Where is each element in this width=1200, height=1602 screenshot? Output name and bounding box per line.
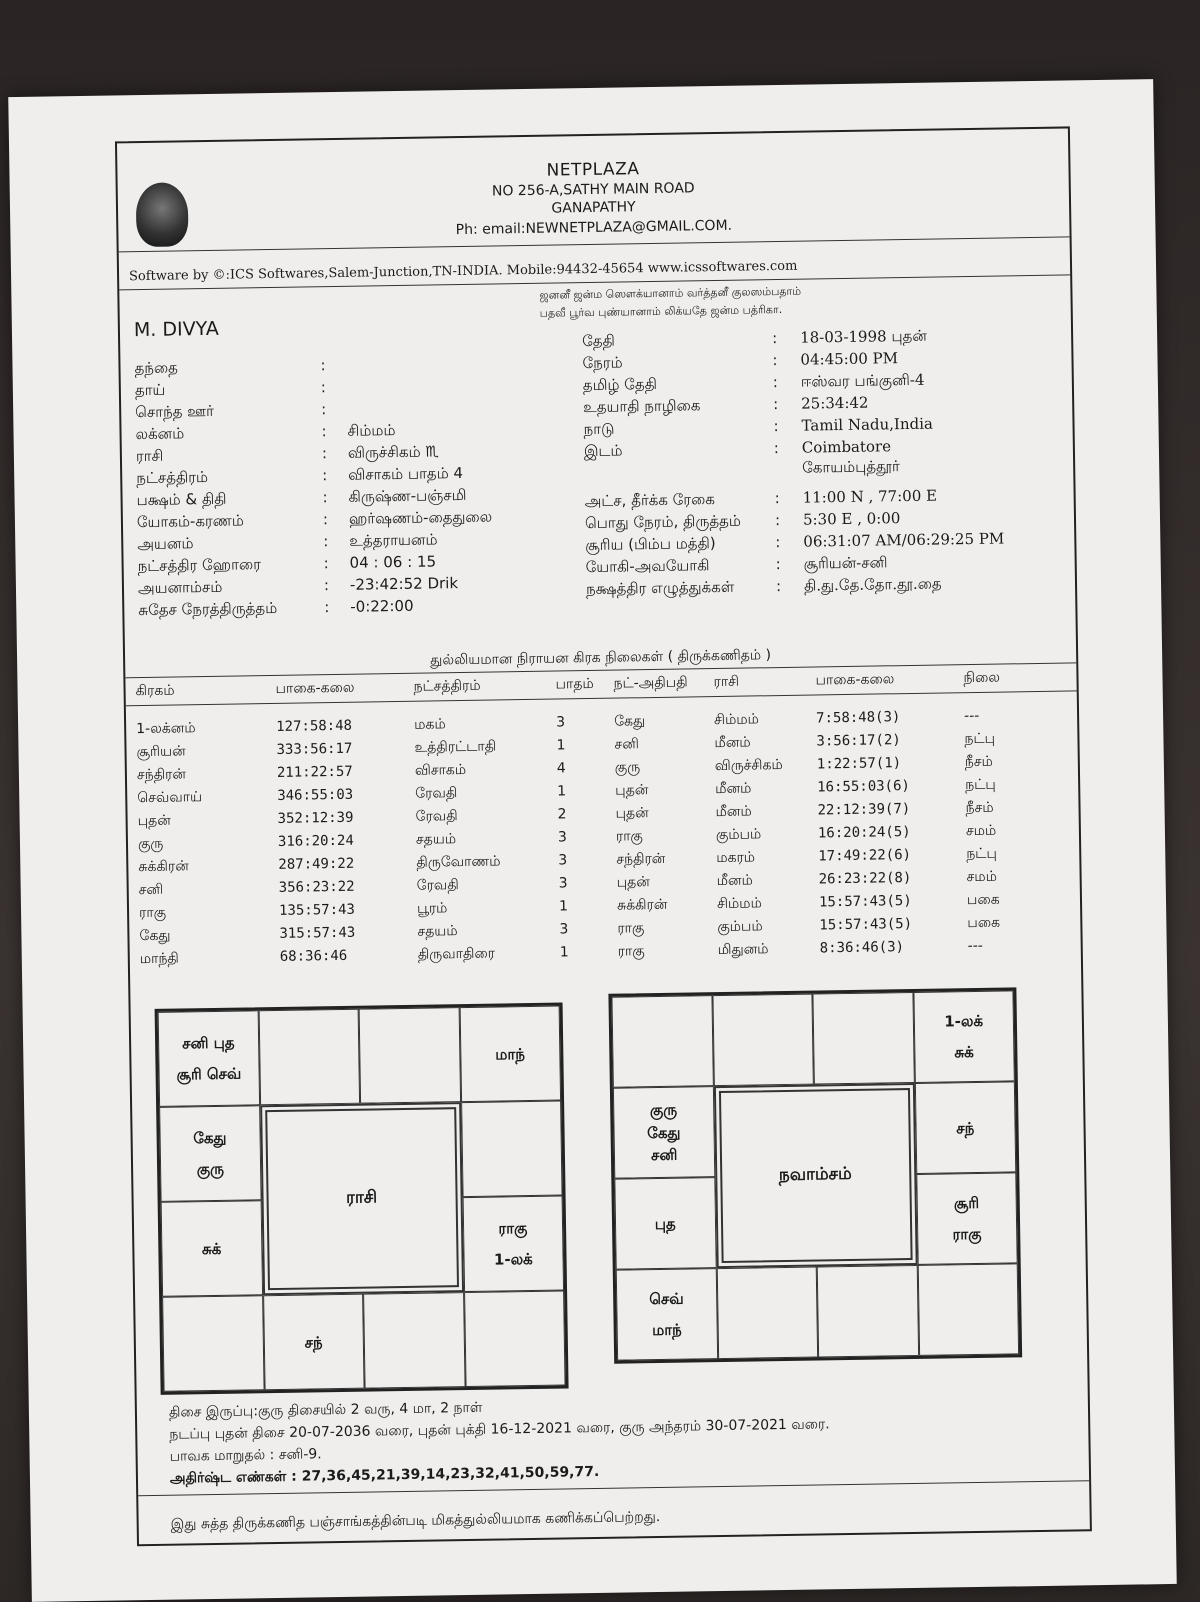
table-cell: ரேவதி [415, 785, 458, 802]
table-cell: 17:49:22(6) [818, 847, 912, 865]
table-cell: 316:20:24 [277, 832, 354, 850]
table-cell: கும்பம் [717, 918, 763, 936]
divider [126, 690, 1077, 706]
table-cell: 315:57:43 [279, 924, 356, 942]
detail-value: தி.து.தே.தோ.தூ.தை [803, 574, 942, 595]
chart-house [917, 1263, 1019, 1356]
table-cell: 7:58:48(3) [815, 709, 901, 727]
table-cell: 4 [556, 760, 566, 777]
planet-label: 1-லக் [493, 1250, 533, 1269]
table-cell: குரு [137, 835, 164, 853]
chart-house [817, 1265, 919, 1358]
planet-label: சந் [956, 1118, 975, 1137]
table-cell: கேது [139, 927, 171, 945]
detail-value: கோயம்புத்தூர் [802, 457, 900, 477]
detail-colon: : [773, 417, 779, 436]
table-cell: 16:55:03(6) [817, 778, 911, 796]
column-header: நிலை [963, 669, 1001, 687]
planet-label: ராகு [952, 1224, 982, 1244]
table-cell: மீனம் [714, 734, 751, 752]
detail-colon: : [775, 555, 781, 574]
detail-colon: : [324, 598, 330, 617]
detail-label: தாய் [134, 380, 166, 400]
detail-colon: : [320, 356, 326, 375]
table-cell: ராகு [138, 904, 167, 922]
table-cell: 333:56:17 [276, 740, 353, 758]
table-cell: --- [963, 707, 980, 725]
table-cell: புதன் [615, 805, 649, 822]
table-cell: சந்திரன் [616, 850, 666, 868]
planet-label: சந் [304, 1332, 323, 1352]
detail-label: நக்ஷத்திர எழுத்துக்கள் [585, 577, 735, 599]
detail-label: தமிழ் தேதி [582, 374, 658, 395]
detail-value: -0:22:00 [350, 596, 414, 616]
detail-value: உத்தராயனம் [349, 530, 438, 550]
planet-label: குரு [649, 1100, 678, 1119]
table-cell: 3 [558, 852, 568, 869]
detail-colon: : [323, 576, 330, 595]
detail-value: ஹர்ஷணம்-தைதுலை [348, 507, 493, 528]
planet-label: 1-லக் [944, 1012, 984, 1031]
detail-label: சொந்த ஊர் [135, 401, 215, 422]
table-cell: 352:12:39 [277, 809, 354, 827]
planet-label: கேது [647, 1123, 681, 1142]
detail-label: ராசி [135, 446, 164, 466]
table-cell: சதயம் [417, 923, 458, 940]
table-cell: செவ்வாய் [137, 789, 203, 807]
table-cell: ராகு [615, 828, 643, 845]
detail-value: விசாகம் பாதம் 4 [348, 463, 464, 484]
table-cell: 356:23:22 [278, 878, 355, 896]
chart-house [258, 1009, 360, 1106]
chart-house [461, 1101, 563, 1198]
table-cell: 1 [556, 737, 566, 754]
table-cell: மகம் [414, 716, 446, 733]
table-cell: 68:36:46 [279, 947, 348, 965]
detail-colon: : [772, 351, 778, 370]
table-cell: புதன் [615, 782, 649, 799]
chart-house [158, 1010, 260, 1107]
detail-label: லக்னம் [135, 424, 185, 444]
dasa-balance-text: திசை இருப்பு:குரு திசையில் 2 வரு, 4 மா, 2 நாள் [168, 1399, 483, 1421]
table-cell: 211:22:57 [276, 763, 353, 781]
table-cell: 3:56:17(2) [816, 732, 901, 750]
table-cell: 3 [559, 921, 569, 938]
table-cell: ரேவதி [416, 877, 459, 894]
detail-label: நட்சத்திரம் [136, 467, 209, 488]
detail-value: 25:34:42 [801, 393, 869, 413]
detail-colon: : [320, 378, 327, 397]
detail-colon: : [322, 488, 328, 507]
table-cell: நட்பு [964, 730, 996, 748]
table-cell: பூரம் [416, 900, 448, 917]
table-cell: 26:23:22(8) [818, 869, 912, 888]
table-cell: மீனம் [715, 803, 752, 821]
table-cell: சனி [138, 881, 164, 899]
table-cell: 16:20:24(5) [817, 824, 911, 842]
chart-house [162, 1295, 264, 1392]
table-cell: ராகு [617, 920, 645, 937]
table-cell: சிம்மம் [716, 895, 762, 913]
detail-label: இடம் [583, 441, 623, 461]
software-credit: Software by ©:ICS Softwares,Salem-Junction,TN-INDIA. Mobile:94432-45654 www.icssoftwares.com [128, 258, 798, 285]
table-cell: நட்பு [965, 776, 996, 794]
bhava-change: பாவக மாறுதல் : சனி-9. [169, 1446, 322, 1465]
chart-house [363, 1292, 465, 1389]
column-header: பாதம் [555, 675, 594, 693]
chart-house [812, 992, 914, 1085]
table-cell: மீனம் [716, 872, 753, 890]
current-dasa-text: நடப்பு புதன் திசை 20-07-2036 வரை, புதன் புக்தி 16-12-2021 வரை, [169, 1419, 615, 1443]
table-cell: --- [967, 937, 983, 955]
table-cell: புதன் [137, 812, 171, 830]
detail-label: யோகி-அவயோகி [585, 556, 710, 577]
table-cell: 1-லக்னம் [136, 720, 196, 738]
detail-label: யோகம்-கரணம் [136, 511, 245, 532]
contact-line: Ph: email:NEWNETPLAZA@GMAIL.COM. [455, 217, 733, 239]
detail-colon: : [773, 439, 780, 458]
detail-colon: : [323, 554, 329, 573]
chart-house [712, 994, 814, 1087]
table-cell: சனி [614, 736, 640, 753]
detail-value: -23:42:52 Drik [349, 574, 459, 594]
column-header: பாகை-கலை [275, 679, 355, 697]
detail-colon: : [774, 489, 780, 508]
table-cell: மகரம் [716, 849, 756, 867]
detail-label: நட்சத்திர ஹோரை [137, 555, 262, 576]
detail-label: அயனாம்சம் [137, 577, 223, 598]
planet-label: சுக் [954, 1042, 974, 1061]
chart-center: ராசி [260, 1102, 464, 1295]
chart-house [616, 1268, 718, 1361]
table-cell: கேது [614, 713, 646, 730]
detail-label: தந்தை [134, 358, 179, 378]
detail-colon: : [774, 511, 781, 530]
sloka-line-1: ஜனனீ ஜன்ம ஸௌக்யானாம் வர்த்தனீ குலஸம்பதாம் [539, 284, 802, 302]
table-cell: 2 [557, 806, 567, 823]
detail-value: Tamil Nadu,India [801, 414, 934, 435]
table-cell: சமம் [965, 822, 997, 840]
table-cell: 3 [558, 875, 568, 892]
table-cell: குரு [614, 759, 641, 776]
table-cell: சூரியன் [136, 743, 186, 761]
detail-value: Coimbatore [801, 437, 892, 457]
chart-house [611, 995, 713, 1088]
planet-label: சுக் [201, 1239, 222, 1258]
planet-label: மாந் [495, 1044, 525, 1064]
planet-label: புத [654, 1214, 676, 1233]
table-cell: 135:57:43 [278, 901, 356, 919]
detail-value: விருச்சிகம் ♏ [347, 442, 439, 462]
table-cell: ரேவதி [415, 808, 458, 825]
table-cell: சமம் [966, 868, 998, 886]
document-frame [115, 126, 1092, 1546]
table-cell: மீனம் [715, 780, 752, 798]
table-cell: புதன் [616, 874, 650, 891]
table-cell: ராகு [617, 943, 645, 960]
detail-colon: : [775, 577, 782, 596]
table-cell: நட்பு [966, 845, 997, 863]
table-cell: மிதுனம் [717, 941, 769, 959]
detail-value: சூரியன்-சனி [803, 553, 888, 573]
navamsa-chart [608, 987, 1022, 1363]
detail-value: 5:30 E , 0:00 [802, 509, 901, 529]
planet-label: குரு [196, 1160, 225, 1179]
lucky-numbers: அதிர்ஷ்ட எண்கள் : 27,36,45,21,39,14,23,32,41,50,59,77. [169, 1463, 600, 1487]
detail-colon: : [771, 329, 778, 348]
table-cell: 15:57:43(5) [819, 915, 913, 934]
chart-house [159, 1105, 261, 1202]
column-header: பாகை-கலை [815, 671, 895, 689]
table-cell: 1 [558, 898, 569, 915]
detail-colon: : [321, 422, 327, 441]
detail-value: கிருஷ்ண-பஞ்சமி [348, 485, 467, 506]
detail-colon: : [775, 533, 781, 552]
table-cell: திருவோணம் [416, 853, 501, 871]
table-cell: 3 [556, 714, 566, 731]
dasa-balance [169, 1400, 483, 1423]
table-cell: பகை [967, 914, 1001, 932]
table-title: துல்லியமான நிராயன கிரக நிலைகள் ( திருக்கணிதம் ) [430, 647, 772, 669]
chart-house [464, 1291, 566, 1388]
detail-colon: : [322, 510, 329, 529]
table-cell: 287:49:22 [278, 855, 355, 873]
table-cell: சதயம் [415, 831, 457, 848]
horoscope-sheet [8, 79, 1176, 1602]
chart-center: நவாம்சம் [713, 1083, 917, 1268]
table-cell: நீசம் [964, 753, 993, 771]
person-name: M. DIVYA [133, 317, 219, 342]
table-cell: விருச்சிகம் [714, 757, 783, 775]
detail-colon: : [321, 400, 327, 419]
column-header: ராசி [713, 673, 740, 691]
table-cell: நீசம் [965, 799, 994, 817]
table-cell: கும்பம் [715, 826, 762, 844]
table-cell: உத்திரட்டாதி [414, 738, 497, 756]
chart-house [913, 990, 1015, 1083]
planet-label: மாந் [652, 1320, 682, 1339]
table-cell: 127:58:48 [276, 717, 353, 735]
detail-value: 06:31:07 AM/06:29:25 PM [803, 529, 1005, 551]
detail-colon: : [321, 444, 328, 463]
table-cell: 3 [557, 829, 567, 846]
table-cell: பகை [966, 891, 1000, 909]
table-cell: திருவாதிரை [417, 945, 495, 963]
detail-label: சுதேச நேரத்திருத்தம் [138, 598, 278, 620]
detail-colon: : [322, 466, 328, 485]
address-line-1: NO 256-A,SATHY MAIN ROAD [491, 180, 695, 200]
table-cell: 346:55:03 [277, 786, 354, 804]
planet-label: சூரி [953, 1194, 980, 1213]
detail-label: அயனம் [137, 534, 194, 554]
detail-value: சிம்மம் [347, 421, 396, 440]
column-header: நட்-அதிபதி [613, 674, 688, 692]
table-cell: சந்திரன் [136, 766, 187, 784]
table-cell: சுக்கிரன் [616, 896, 668, 914]
detail-colon: : [323, 532, 329, 551]
column-header: கிரகம் [135, 682, 175, 700]
planet-label: செவ் [649, 1289, 684, 1309]
detail-value: ஈஸ்வர பங்குனி-4 [800, 370, 925, 391]
table-cell: மாந்தி [139, 950, 179, 968]
chart-house [462, 1196, 564, 1293]
detail-value: 18-03-1998 புதன் [799, 326, 927, 347]
detail-colon: : [772, 373, 779, 392]
antara-text: குரு அந்தரம் 30-07-2021 வரை. [619, 1416, 830, 1436]
planet-label: சனி [650, 1145, 678, 1165]
table-cell: சிம்மம் [713, 711, 760, 729]
detail-label: தேதி [582, 331, 616, 351]
table-cell: 1 [557, 783, 567, 800]
detail-value: 11:00 N , 77:00 E [802, 486, 938, 507]
planet-label: ராகு [498, 1218, 528, 1238]
detail-value: 04:45:00 PM [800, 349, 899, 369]
detail-value: 04 : 06 : 15 [349, 552, 437, 572]
table-cell: 1 [559, 944, 569, 961]
planet-label: கேது [193, 1128, 227, 1147]
table-cell: 22:12:39(7) [817, 801, 911, 819]
planet-label: சனி புத [182, 1033, 235, 1053]
shop-title: NETPLAZA [546, 159, 640, 181]
table-cell: விசாகம் [414, 761, 467, 779]
address-line-2: GANAPATHY [551, 199, 636, 217]
chart-house [716, 1267, 818, 1360]
chart-house [359, 1007, 461, 1104]
detail-label: உதயாதி நாழிகை [583, 396, 701, 417]
detail-label: அட்ச, தீர்க்க ரேகை [584, 490, 715, 511]
detail-label: நேரம் [582, 353, 623, 373]
rasi-chart [155, 1002, 569, 1394]
table-cell: சுக்கிரன் [138, 858, 189, 876]
closing-note: இது சுத்த திருக்கணித பஞ்சாங்கத்தின்படி மிகத்துல்லியமாக கணிக்கப்பெற்றது. [170, 1509, 661, 1533]
table-cell: 15:57:43(5) [818, 892, 912, 911]
detail-label: நாடு [583, 419, 615, 439]
detail-label: சூரிய (பிம்ப மத்தி) [585, 534, 716, 555]
detail-label: பொது நேரம், திருத்தம் [584, 511, 742, 533]
chart-house [916, 1172, 1018, 1265]
table-cell: 1:22:57(1) [816, 755, 902, 773]
detail-colon: : [773, 395, 779, 414]
column-header: நட்சத்திரம் [413, 677, 481, 695]
table-cell: 8:36:46(3) [819, 939, 905, 957]
detail-label: பக்ஷம் & திதி [136, 489, 227, 510]
sloka-line-2: பதவீ பூர்வ புண்யானாம் லிக்யதே ஜன்ம பத்ரிகா. [539, 302, 783, 320]
planet-label: சூரி செவ் [176, 1064, 242, 1084]
